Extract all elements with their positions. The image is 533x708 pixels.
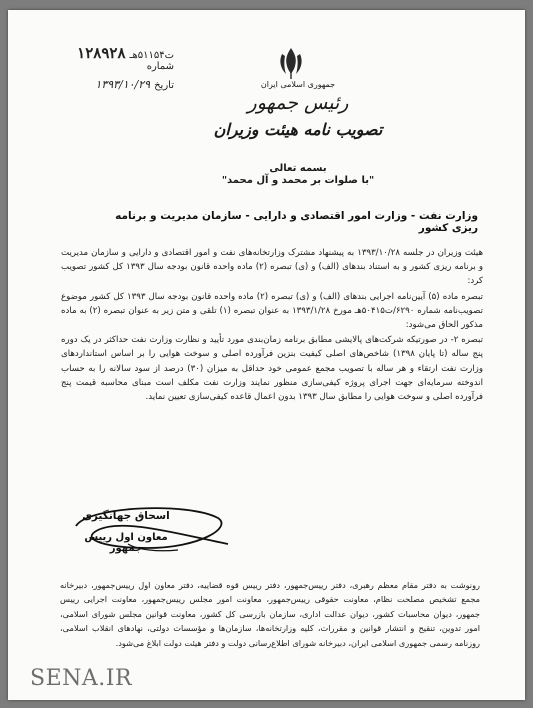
date-row (64, 78, 174, 95)
office-title: رئیس جمهور (247, 92, 349, 114)
letter-date: ۱۳۹۳/۱۰/۲۹ (95, 78, 151, 91)
decree-title: تصویب نامه هیئت وزیران (213, 120, 383, 139)
sena-watermark: SENA.IR (30, 666, 133, 691)
signatory-name: اسحاق جهانگیری (82, 510, 170, 522)
number-label-row (64, 61, 174, 78)
bismillah: بسمه تعالی (269, 163, 327, 174)
republic-text: جمهوری اسلامی ایران (260, 80, 336, 89)
letter-meta (64, 44, 174, 95)
reference-code: ت۵۱۱۵۴هـ (129, 50, 174, 61)
letter-number-row (64, 44, 174, 61)
decree-document (8, 10, 525, 700)
number-label: شماره (146, 61, 174, 72)
decree-body (61, 246, 483, 405)
signatory-title: معاون اول رییس جمهور (84, 532, 168, 554)
body-paragraph: هیئت وزیران در جلسه ۱۳۹۳/۱۰/۲۸ به پیشنهاد مشترک وزارتخانه‌های نفت و امور اقتصادی و دارایی و سازمان مدیریت و برنامه ریزی کشور و به استناد بندهای (الف) و (ی) تبصره (۲) ماده واحده قانون بودجه سال ۱۳۹۳ کل کشور تصویب کرد: (61, 248, 483, 287)
body-paragraph: تبصره ماده (۵) آیین‌نامه اجرایی بندهای (الف) و (ی) تبصره (۲) ماده واحده قانون بودجه سال ۱۳۹۳ کل کشور موضوع تصویب‌نامه شماره ۶۲۹۰/ت۵۰۴۱۵هـ مورخ ۱۳۹۳/۱/۲۸ به عنوان تبصره (۱) تلقی و متن زیر به عنوان تبصره (۲) به ماده مذکور الحاق می‌شود: (61, 291, 483, 331)
iran-emblem-icon (276, 46, 306, 80)
salavat-line: "با صلوات بر محمد و آل محمد" (221, 175, 375, 186)
recipients: وزارت نفت - وزارت امور اقتصادی و دارایی - سازمان مدیریت و برنامه ریزی کشور (115, 210, 478, 234)
letter-number: ۱۲۸۹۲۸ (77, 44, 126, 62)
cc-list: رونوشت به دفتر مقام معظم رهبری، دفتر رییس‌جمهور، دفتر رییس قوه قضاییه، دفتر معاون اول رییس‌جمهور، دبیرخانه مجمع تشخیص مصلحت نظام، معاونت حقوقی رییس‌جمهور، معاونت امور مجلس رییس‌جمهور، معاونت اجرایی رییس جمهور، دیوان محاسبات کشور، دیوان عدالت اداری، سازمان بازرسی کل کشور، معاونت قوانین مجلس شورای اسلامی، امور تدوین، تنقیح و انتشار قوانین و مقررات، کلیه وزارتخانه‌ها، سازمان‌ها و مؤسسات دولتی، نهادهای انقلاب اسلامی، روزنامه رسمی جمهوری اسلامی ایران، دبیرخانه شورای اطلاع‌رسانی دولت و دفتر هیئت دولت ابلاغ می‌شود. (60, 580, 480, 648)
body-paragraph: تبصره ۲- در صورتیکه شرکت‌های پالایشی مطابق برنامه زمان‌بندی مورد تأیید و نظارت وزارت نفت حداکثر در یک دوره پنج ساله (تا پایان ۱۳۹۸) شاخص‌های اصلی کیفیت بنزین فرآورده اصلی و سوخت هوایی را بر اساس استانداردهای وزارت نفت ارتقاء و هر ساله با تصویب مجمع عمومی خود حداقل به میزان (۳۰) درصد از سود سالانه را به حساب اندوخته سرمایه‌ای جهت اجرای پروژه کیفی‌سازی منظور نمایند وزارت نفت مکلف است مبنای محاسبه قیمت پنج فرآورده اصلی و سوخت هوایی را مطابق سال ۱۳۹۳ بدون اعمال قاعده کیفی‌سازی تعیین نماید. (61, 335, 483, 403)
date-label: تاریخ (154, 80, 174, 91)
